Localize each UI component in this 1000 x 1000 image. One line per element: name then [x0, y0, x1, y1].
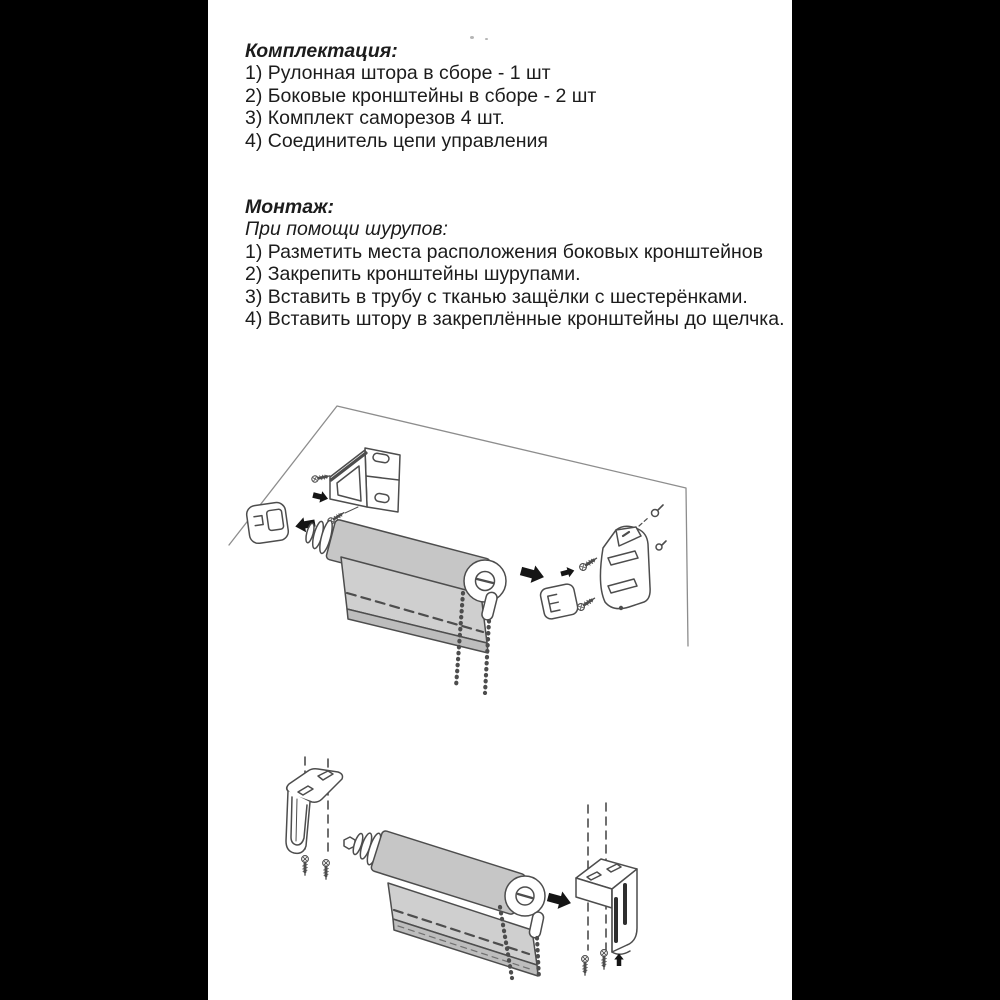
side-bracket-left [330, 448, 400, 512]
insert-arrow-icon [560, 565, 576, 579]
mounting-screw-icon [323, 860, 330, 880]
mounting-screw-icon [576, 595, 596, 611]
wall-screw-icon [652, 505, 667, 550]
scan-artifact-dot [470, 36, 474, 39]
installation-step-3: 3) Вставить в трубу с тканью защёлки с шестерёнками. [245, 285, 748, 308]
snap-in-arrow-icon [614, 954, 624, 967]
mounting-screw-icon [311, 473, 330, 483]
section-installation [245, 196, 785, 330]
wall-mount-assembly-diagram [225, 395, 785, 695]
ceiling-mount-assembly-diagram [260, 745, 740, 1000]
chain-side-end-cap [246, 501, 290, 544]
contents-item-4: 4) Соединитель цепи управления [245, 129, 548, 152]
mounting-screw-icon [578, 555, 598, 571]
installation-heading: Монтаж: [245, 196, 334, 218]
installation-subheading: При помощи шурупов: [245, 218, 448, 241]
section-contents [245, 40, 596, 152]
installation-step-4: 4) Вставить штору в закреплённые кронштейны до щелчка. [245, 308, 785, 331]
side-bracket-right [600, 526, 650, 610]
contents-heading: Комплектация: [245, 40, 398, 62]
installation-step-1: 1) Разметить места расположения боковых кронштейнов [245, 240, 763, 263]
insert-arrow-icon [519, 562, 547, 586]
insert-arrow-icon [312, 489, 330, 504]
ceiling-bracket-left [286, 769, 343, 854]
mounting-screw-icon [302, 856, 309, 876]
instruction-sheet [208, 0, 792, 1000]
tube-end-cap [505, 876, 545, 916]
contents-item-3: 3) Комплект саморезов 4 шт. [245, 107, 505, 130]
gear-latch-cap [539, 583, 579, 620]
contents-item-1: 1) Рулонная штора в сборе - 1 шт [245, 62, 551, 85]
contents-item-2: 2) Боковые кронштейны в сборе - 2 шт [245, 84, 597, 107]
ceiling-bracket-right [576, 859, 637, 954]
insert-arrow-icon [546, 888, 574, 912]
mounting-screw-icon [582, 956, 589, 976]
mounting-screw-icon [601, 950, 608, 970]
tube-end-cap [464, 560, 506, 602]
installation-step-2: 2) Закрепить кронштейны шурупами. [245, 263, 581, 286]
